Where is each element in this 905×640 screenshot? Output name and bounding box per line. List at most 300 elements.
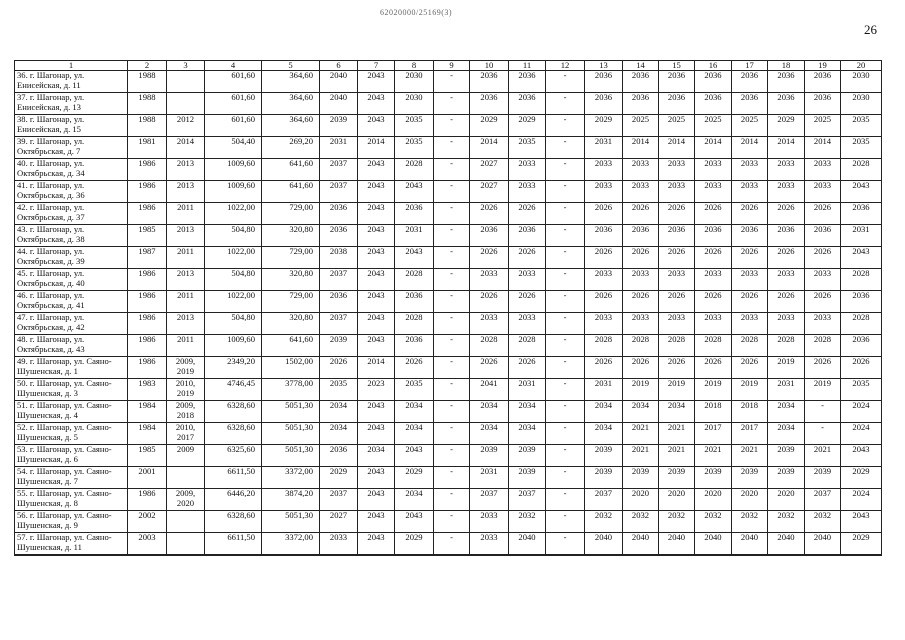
table-cell: 2025 — [732, 115, 768, 137]
column-header: 17 — [732, 61, 768, 71]
table-cell: 2026 — [732, 291, 768, 313]
address-cell: 55. г. Шагонар, ул. Саяно-Шушенская, д. 8 — [15, 489, 128, 511]
address-cell: 38. г. Шагонар, ул. Енисейская, д. 15 — [15, 115, 128, 137]
table-cell: 2043 — [358, 93, 395, 115]
column-header: 3 — [167, 61, 205, 71]
table-cell: 2043 — [395, 181, 434, 203]
table-cell: - — [546, 225, 585, 247]
table-cell: 2036 — [585, 225, 623, 247]
column-header: 7 — [358, 61, 395, 71]
table-cell: 2033 — [470, 511, 509, 533]
table-cell: 2033 — [470, 533, 509, 556]
column-header: 20 — [841, 61, 882, 71]
table-cell: 2034 — [320, 423, 358, 445]
table-cell: 2039 — [623, 467, 659, 489]
table-cell: 2028 — [470, 335, 509, 357]
table-cell: 2037 — [320, 269, 358, 291]
table-cell: 2039 — [509, 467, 546, 489]
table-cell: 5051,30 — [262, 511, 320, 533]
table-cell: 2036 — [320, 203, 358, 225]
table-cell: 2043 — [358, 269, 395, 291]
table-cell: 2024 — [841, 401, 882, 423]
table-cell: 1981 — [128, 137, 167, 159]
table-cell: 2033 — [805, 269, 841, 291]
table-cell: 2043 — [358, 71, 395, 93]
table-cell: 2035 — [395, 137, 434, 159]
table-cell: 2043 — [841, 445, 882, 467]
table-cell: 2024 — [841, 489, 882, 511]
table-cell: 1984 — [128, 423, 167, 445]
table-cell: 2033 — [585, 269, 623, 291]
table-cell: 2033 — [623, 181, 659, 203]
table-cell: 2018 — [732, 401, 768, 423]
table-cell: 2013 — [167, 159, 205, 181]
table-cell: 2040 — [320, 71, 358, 93]
table-cell: 2037 — [805, 489, 841, 511]
table-cell: 364,60 — [262, 115, 320, 137]
table-cell: 2043 — [358, 401, 395, 423]
table-row — [15, 467, 882, 489]
table-cell: 2026 — [768, 291, 805, 313]
table-cell: - — [434, 313, 470, 335]
table-cell: 1986 — [128, 159, 167, 181]
table-cell: 2032 — [623, 511, 659, 533]
table-cell: 2021 — [623, 423, 659, 445]
table-cell: 641,60 — [262, 159, 320, 181]
table-cell: 504,40 — [205, 137, 262, 159]
table-cell: - — [434, 225, 470, 247]
table-cell: 1986 — [128, 357, 167, 379]
address-cell: 37. г. Шагонар, ул. Енисейская, д. 13 — [15, 93, 128, 115]
table-cell: 2026 — [470, 357, 509, 379]
table-cell: 2043 — [358, 115, 395, 137]
table-cell: 2040 — [659, 533, 695, 556]
table-cell: 2026 — [732, 357, 768, 379]
column-header: 2 — [128, 61, 167, 71]
table-cell: 2011 — [167, 247, 205, 269]
table-cell: 2019 — [732, 379, 768, 401]
table-cell: 6611,50 — [205, 533, 262, 556]
table-cell: 2029 — [509, 115, 546, 137]
table-row — [15, 247, 882, 269]
table-cell: 2026 — [509, 357, 546, 379]
table-cell: 2031 — [841, 225, 882, 247]
table-cell: 2036 — [659, 71, 695, 93]
table-cell: 2002 — [128, 511, 167, 533]
table-cell: 2026 — [470, 203, 509, 225]
table-cell: 2033 — [805, 159, 841, 181]
table-cell: 2033 — [732, 159, 768, 181]
table-cell: 2025 — [659, 115, 695, 137]
table-cell: 2034 — [768, 401, 805, 423]
table-cell: 1986 — [128, 291, 167, 313]
table-cell: 364,60 — [262, 71, 320, 93]
table-cell: 2026 — [695, 247, 732, 269]
table-cell: 2033 — [623, 269, 659, 291]
table-cell: - — [546, 357, 585, 379]
column-header: 16 — [695, 61, 732, 71]
table-cell: 2031 — [509, 379, 546, 401]
table-cell: 2026 — [509, 291, 546, 313]
table-cell: 2032 — [695, 511, 732, 533]
table-cell: 2034 — [585, 423, 623, 445]
table-cell: 2036 — [509, 93, 546, 115]
table-row — [15, 225, 882, 247]
table-cell: 2040 — [768, 533, 805, 556]
table-cell: 2026 — [841, 357, 882, 379]
table-cell: 2039 — [768, 467, 805, 489]
table-cell: 2026 — [768, 247, 805, 269]
table-cell: 2033 — [659, 313, 695, 335]
table-cell: - — [546, 533, 585, 556]
address-cell: 39. г. Шагонар, ул. Октябрьская, д. 7 — [15, 137, 128, 159]
table-row — [15, 423, 882, 445]
table-cell: 2021 — [805, 445, 841, 467]
table-cell: 2043 — [358, 159, 395, 181]
table-row — [15, 401, 882, 423]
table-cell: 2012 — [167, 115, 205, 137]
table-cell: 6611,50 — [205, 467, 262, 489]
table-cell: 2034 — [585, 401, 623, 423]
table-cell: 2036 — [695, 225, 732, 247]
table-cell: 2011 — [167, 203, 205, 225]
table-cell: 2033 — [585, 313, 623, 335]
table-cell: 2033 — [695, 269, 732, 291]
table-row — [15, 137, 882, 159]
table-row — [15, 357, 882, 379]
table-cell: 2037 — [320, 489, 358, 511]
table-cell: 2034 — [358, 445, 395, 467]
table-cell: 2029 — [768, 115, 805, 137]
table-cell: 2043 — [841, 247, 882, 269]
table-cell: 2014 — [768, 137, 805, 159]
table-cell: 2035 — [841, 379, 882, 401]
table-cell: 2040 — [320, 93, 358, 115]
table-cell: 2036 — [320, 445, 358, 467]
table-cell: 1985 — [128, 225, 167, 247]
table-cell: 2037 — [470, 489, 509, 511]
table-cell: 1986 — [128, 489, 167, 511]
table-cell: 2010, 2019 — [167, 379, 205, 401]
table-cell: 2032 — [732, 511, 768, 533]
table-cell: 1983 — [128, 379, 167, 401]
table-cell: 2037 — [509, 489, 546, 511]
table-cell: 2040 — [732, 533, 768, 556]
table-cell: - — [434, 357, 470, 379]
table-cell: 2021 — [659, 445, 695, 467]
table-cell: 2026 — [320, 357, 358, 379]
table-cell: - — [546, 445, 585, 467]
table-cell: 2033 — [623, 313, 659, 335]
table-cell — [167, 511, 205, 533]
table-cell: 2033 — [470, 313, 509, 335]
table-cell: 2019 — [695, 379, 732, 401]
table-cell: - — [546, 379, 585, 401]
table-cell: 2036 — [732, 225, 768, 247]
table-cell: 2043 — [358, 181, 395, 203]
table-cell: 2014 — [358, 137, 395, 159]
table-cell: 2033 — [805, 181, 841, 203]
column-header: 10 — [470, 61, 509, 71]
table-cell: 2035 — [841, 115, 882, 137]
table-cell: - — [546, 137, 585, 159]
table-cell: 2026 — [695, 291, 732, 313]
table-cell: 2040 — [509, 533, 546, 556]
table-cell: 2036 — [805, 225, 841, 247]
table-cell: 1986 — [128, 335, 167, 357]
column-header: 5 — [262, 61, 320, 71]
table-cell: 2039 — [585, 467, 623, 489]
table-cell: 2033 — [585, 159, 623, 181]
table-row — [15, 181, 882, 203]
table-cell: 1986 — [128, 181, 167, 203]
table-cell: - — [434, 445, 470, 467]
address-cell: 40. г. Шагонар, ул. Октябрьская, д. 34 — [15, 159, 128, 181]
table-cell: 2043 — [358, 489, 395, 511]
table-cell: 2021 — [695, 445, 732, 467]
table-cell: 2028 — [623, 335, 659, 357]
table-cell: 2031 — [585, 379, 623, 401]
column-header: 4 — [205, 61, 262, 71]
table-cell: 2033 — [585, 181, 623, 203]
table-header-row — [15, 61, 882, 71]
table-body — [15, 71, 882, 556]
table-cell: 2036 — [659, 225, 695, 247]
table-cell: - — [546, 203, 585, 225]
table-cell: - — [434, 489, 470, 511]
table-cell: 364,60 — [262, 93, 320, 115]
column-header: 12 — [546, 61, 585, 71]
table-cell: 3372,00 — [262, 533, 320, 556]
table-cell: 2039 — [695, 467, 732, 489]
table-cell: 2035 — [320, 379, 358, 401]
table-cell: 269,20 — [262, 137, 320, 159]
table-cell: 2034 — [320, 401, 358, 423]
table-cell: 2036 — [585, 71, 623, 93]
table-cell: - — [434, 203, 470, 225]
table-cell: 6446,20 — [205, 489, 262, 511]
address-cell: 52. г. Шагонар, ул. Саяно-Шушенская, д. 5 — [15, 423, 128, 445]
table-cell: 2033 — [732, 313, 768, 335]
table-cell: 2036 — [395, 203, 434, 225]
table-cell: 1987 — [128, 247, 167, 269]
table-cell: 2023 — [358, 379, 395, 401]
table-cell: - — [434, 291, 470, 313]
table-cell: 2014 — [470, 137, 509, 159]
table-cell: 2013 — [167, 269, 205, 291]
table-cell: 2026 — [509, 247, 546, 269]
table-cell: 2026 — [509, 203, 546, 225]
table-cell: - — [546, 115, 585, 137]
table-cell: 2036 — [841, 291, 882, 313]
table-cell: 2032 — [585, 511, 623, 533]
table-cell: 1022,00 — [205, 247, 262, 269]
table-row — [15, 379, 882, 401]
table-row — [15, 93, 882, 115]
table-cell: 2033 — [659, 181, 695, 203]
table-cell: 2033 — [509, 269, 546, 291]
address-cell: 36. г. Шагонар, ул. Енисейская, д. 11 — [15, 71, 128, 93]
table-cell: 504,80 — [205, 269, 262, 291]
table-cell: 6328,60 — [205, 511, 262, 533]
table-cell: 2033 — [659, 269, 695, 291]
table-cell: 2026 — [659, 247, 695, 269]
table-cell: 2036 — [585, 93, 623, 115]
page-number: 26 — [864, 22, 877, 37]
table-cell: 2038 — [320, 247, 358, 269]
table-cell: 2031 — [768, 379, 805, 401]
table-cell: 2026 — [659, 203, 695, 225]
table-cell: 2033 — [805, 313, 841, 335]
table-cell: 2036 — [470, 225, 509, 247]
table-cell: 2020 — [659, 489, 695, 511]
table-cell: 2029 — [395, 533, 434, 556]
table-cell: 2027 — [470, 159, 509, 181]
table-cell: - — [434, 159, 470, 181]
table-cell: 2034 — [509, 401, 546, 423]
table-cell: 504,80 — [205, 225, 262, 247]
table-cell: 2034 — [659, 401, 695, 423]
column-header: 13 — [585, 61, 623, 71]
table-cell: 2009 — [167, 445, 205, 467]
table-cell: 2033 — [732, 181, 768, 203]
table-row — [15, 203, 882, 225]
table-cell: 2025 — [695, 115, 732, 137]
table-cell: 2034 — [395, 401, 434, 423]
table-cell: 2014 — [623, 137, 659, 159]
column-header: 6 — [320, 61, 358, 71]
table-cell: 2036 — [732, 71, 768, 93]
table-cell: 2036 — [623, 93, 659, 115]
table-row — [15, 313, 882, 335]
table-cell: - — [546, 489, 585, 511]
table-cell: - — [434, 423, 470, 445]
table-cell: - — [546, 159, 585, 181]
address-cell: 56. г. Шагонар, ул. Саяно-Шушенская, д. 9 — [15, 511, 128, 533]
table-cell: 2027 — [320, 511, 358, 533]
table-cell: - — [546, 247, 585, 269]
table-cell: 729,00 — [262, 247, 320, 269]
table-cell: 2021 — [623, 445, 659, 467]
table-cell: 2026 — [732, 203, 768, 225]
table-cell: 2030 — [841, 71, 882, 93]
table-cell: 2028 — [805, 335, 841, 357]
table-cell: 2026 — [585, 247, 623, 269]
address-cell: 47. г. Шагонар, ул. Октябрьская, д. 42 — [15, 313, 128, 335]
table-cell: 2040 — [805, 533, 841, 556]
table-cell: 2001 — [128, 467, 167, 489]
table-cell: 2014 — [732, 137, 768, 159]
table-cell: 2014 — [695, 137, 732, 159]
table-cell: - — [546, 93, 585, 115]
table-cell: 641,60 — [262, 335, 320, 357]
table-row — [15, 511, 882, 533]
table-cell: 6328,60 — [205, 423, 262, 445]
table-cell: 2026 — [695, 357, 732, 379]
table-cell: - — [546, 335, 585, 357]
table-cell: 2026 — [695, 203, 732, 225]
table-cell: 2026 — [768, 203, 805, 225]
table-cell: 2035 — [395, 379, 434, 401]
column-header: 1 — [15, 61, 128, 71]
document-id: 62020000/25169(3) — [380, 8, 453, 17]
table-cell: 2033 — [695, 313, 732, 335]
table-cell — [167, 467, 205, 489]
table-cell: 2009, 2020 — [167, 489, 205, 511]
table-cell: 2349,20 — [205, 357, 262, 379]
table-cell: 2014 — [358, 357, 395, 379]
table-cell: 2017 — [695, 423, 732, 445]
table-cell: 2029 — [841, 467, 882, 489]
table-cell: 1988 — [128, 115, 167, 137]
address-cell: 57. г. Шагонар, ул. Саяно-Шушенская, д. 11 — [15, 533, 128, 556]
table-cell: 2009, 2019 — [167, 357, 205, 379]
table-cell: 2035 — [509, 137, 546, 159]
table-cell: 2010, 2017 — [167, 423, 205, 445]
table-row — [15, 115, 882, 137]
table-cell: 2036 — [659, 93, 695, 115]
table-cell: - — [434, 335, 470, 357]
table-cell: 2029 — [585, 115, 623, 137]
column-header: 19 — [805, 61, 841, 71]
table-cell: - — [805, 401, 841, 423]
table-cell: 2036 — [623, 71, 659, 93]
table-cell: - — [546, 291, 585, 313]
address-cell: 50. г. Шагонар, ул. Саяно-Шушенская, д. 3 — [15, 379, 128, 401]
table-cell: 2033 — [623, 159, 659, 181]
table-cell: 2018 — [695, 401, 732, 423]
table-cell: - — [434, 71, 470, 93]
table-cell: 2037 — [320, 181, 358, 203]
column-header: 9 — [434, 61, 470, 71]
table-cell: 2013 — [167, 181, 205, 203]
table-cell — [167, 71, 205, 93]
table-cell: 2031 — [395, 225, 434, 247]
address-cell: 41. г. Шагонар, ул. Октябрьская, д. 36 — [15, 181, 128, 203]
table-cell: 1022,00 — [205, 291, 262, 313]
table-cell: 2043 — [358, 291, 395, 313]
table-cell: 2043 — [358, 335, 395, 357]
table-cell: 2033 — [470, 269, 509, 291]
table-cell: - — [805, 423, 841, 445]
table-cell: 1502,00 — [262, 357, 320, 379]
table-cell: 2036 — [805, 71, 841, 93]
table-cell: 2028 — [841, 313, 882, 335]
table-cell: 2014 — [167, 137, 205, 159]
address-cell: 48. г. Шагонар, ул. Октябрьская, д. 43 — [15, 335, 128, 357]
table-cell: 2039 — [320, 335, 358, 357]
table-cell: 2028 — [768, 335, 805, 357]
table-cell: 4746,45 — [205, 379, 262, 401]
table-cell: 1009,60 — [205, 181, 262, 203]
table-cell: 2014 — [659, 137, 695, 159]
table-cell: 1986 — [128, 269, 167, 291]
table-cell: 2041 — [470, 379, 509, 401]
table-cell: - — [546, 71, 585, 93]
address-cell: 42. г. Шагонар, ул. Октябрьская, д. 37 — [15, 203, 128, 225]
table-cell: 601,60 — [205, 93, 262, 115]
table-cell: 2028 — [841, 159, 882, 181]
table-cell: 2032 — [768, 511, 805, 533]
table-cell: 5051,30 — [262, 445, 320, 467]
table-cell: - — [434, 511, 470, 533]
table-cell: 2036 — [768, 71, 805, 93]
table-cell: 2032 — [659, 511, 695, 533]
table-cell: 2034 — [623, 401, 659, 423]
table-cell: 2036 — [695, 71, 732, 93]
table-cell: 2040 — [695, 533, 732, 556]
table-cell: 6328,60 — [205, 401, 262, 423]
